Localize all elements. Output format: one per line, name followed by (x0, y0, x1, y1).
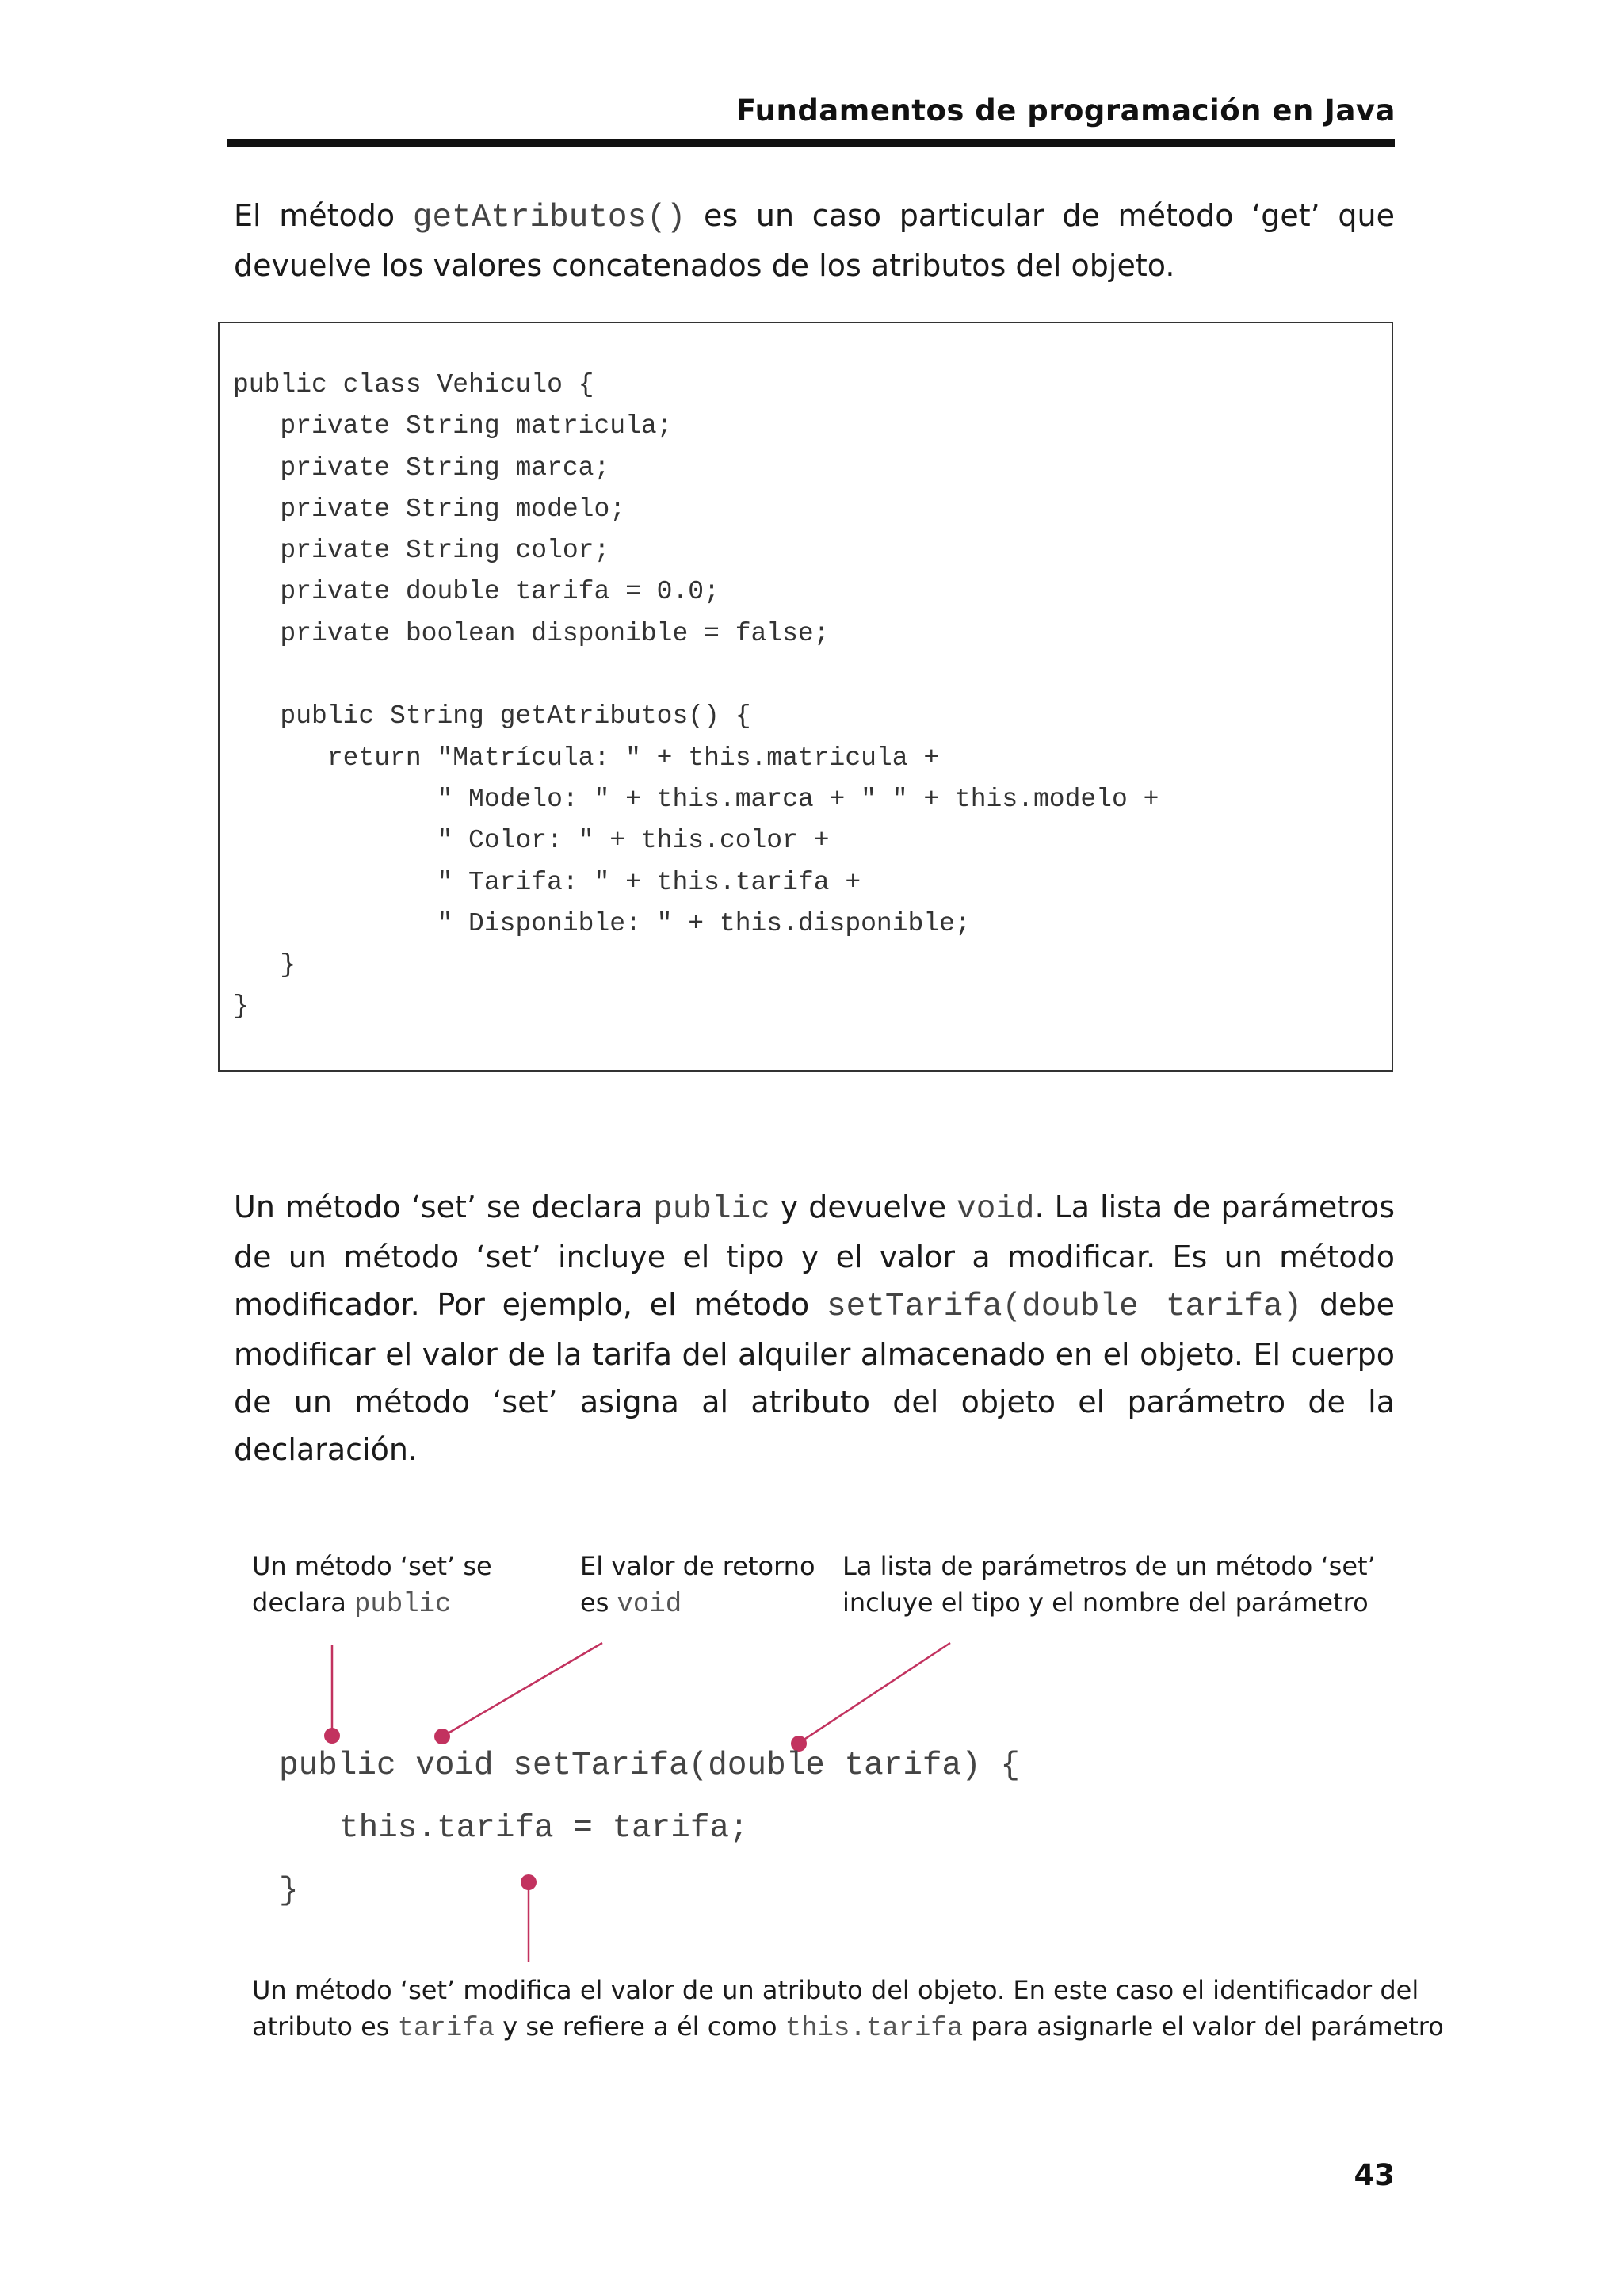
diagram-code-close: } (279, 1873, 299, 1909)
running-header: Fundamentos de programación en Java (735, 94, 1396, 128)
code-line: public class Vehiculo { (233, 370, 594, 399)
annotation-params-line1: La lista de parámetros de un método ‘set’ (842, 1551, 1376, 1581)
connector-params (800, 1643, 950, 1742)
diagram-code-body: this.tarifa = tarifa; (339, 1810, 749, 1847)
code-line: " Modelo: " + this.marca + " " + this.modelo + (233, 784, 1159, 814)
code-line: } (233, 950, 296, 980)
para1-text-2: es un caso particular de método ‘get’ que devuelve los valores concatenados de los atributos del objeto. (234, 198, 1395, 283)
annotation-params-line2: incluye el tipo y el nombre del parámetro (842, 1587, 1369, 1618)
annotation-void-line1: El valor de retorno (580, 1551, 815, 1581)
code-line: " Disponible: " + this.disponible; (233, 908, 971, 938)
code-line: private String modelo; (233, 494, 626, 524)
dot-public (324, 1728, 340, 1744)
annotation-assign-text-1: atributo es (252, 2011, 398, 2042)
code-line: public String getAtributos() { (233, 701, 751, 732)
para2-code-public: public (653, 1191, 770, 1228)
para1-code-getatributos: getAtributos() (412, 200, 686, 236)
para2-text-4: debe modificar el valor de la tarifa del alquiler almacenado en el objeto. El cuerpo de un método ‘set’ asigna al atributo del objeto el parámetro de la declaración. (234, 1287, 1395, 1467)
annotation-assign-code-this-tarifa: this.tarifa (785, 2014, 964, 2044)
dot-void (434, 1729, 450, 1744)
code-line: } (233, 991, 249, 1022)
annotation-public-code: public (354, 1590, 452, 1620)
page-number: 43 (1354, 2158, 1395, 2192)
annotation-public-line2-text: declara (252, 1587, 355, 1618)
annotation-void-line2-text: es (580, 1587, 617, 1618)
annotation-void-code: void (617, 1590, 682, 1620)
annotation-assign-code-tarifa: tarifa (397, 2014, 495, 2044)
annotation-assign-text-2: y se refiere a él como (495, 2011, 785, 2042)
code-line: private String color; (233, 536, 610, 566)
code-line: " Tarifa: " + this.tarifa + (233, 867, 861, 897)
code-line: " Color: " + this.color + (233, 826, 830, 856)
code-line: private String marca; (233, 453, 610, 483)
para2-text-3: . La lista de parámetros de un método ‘set’ incluye el tipo y el valor a modificar. Es un método modificador. Por ejemplo, el método (234, 1190, 1396, 1322)
diagram-code-signature: public void setTarifa(double tarifa) { (279, 1748, 1020, 1784)
code-line: private double tarifa = 0.0; (233, 577, 720, 607)
annotation-public-line1: Un método ‘set’ se (252, 1551, 492, 1581)
code-line: return "Matrícula: " + this.matricula + (233, 743, 940, 773)
connector-void (444, 1643, 602, 1736)
code-line: private String matricula; (233, 411, 673, 441)
para1-text-1: El método (234, 198, 413, 233)
dot-assign (521, 1874, 537, 1890)
para2-code-settarifa: setTarifa(double tarifa) (827, 1289, 1303, 1325)
annotation-assign-line1: Un método ‘set’ modifica el valor de un atributo del objeto. En este caso el identificador del (252, 1975, 1419, 2005)
annotation-assign-text-3: para asignarle el valor del parámetro (963, 2011, 1444, 2042)
para2-code-void: void (957, 1191, 1035, 1228)
code-line: private boolean disponible = false; (233, 618, 830, 648)
para2-text-2: y devuelve (769, 1190, 957, 1224)
para2-text-1: Un método ‘set’ se declara (234, 1190, 654, 1224)
annotation-assign (252, 1972, 1444, 2047)
